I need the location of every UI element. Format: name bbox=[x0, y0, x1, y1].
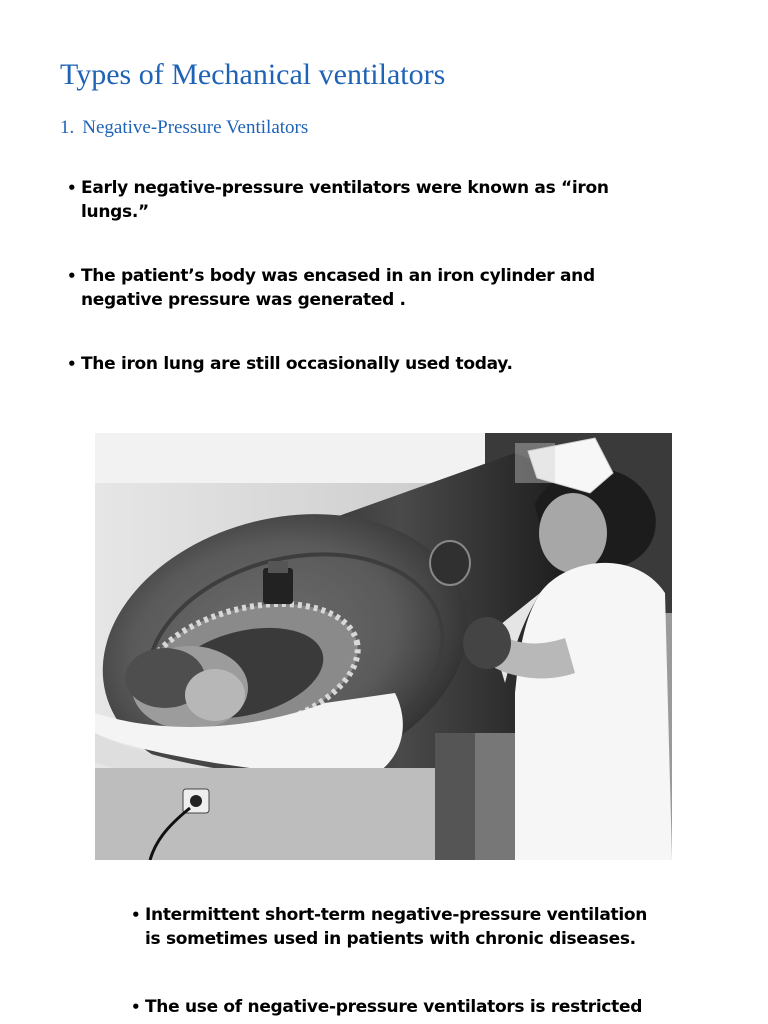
bullet-item: • Intermittent short-term negative-pressure ventilation is sometimes used in patients with chronic diseases. bbox=[131, 903, 651, 951]
section-heading bbox=[60, 117, 308, 139]
bullet-item: • The use of negative-pressure ventilators is restricted bbox=[131, 995, 651, 1019]
bullet-item: • The patient’s body was encased in an iron cylinder and negative pressure was generated . bbox=[67, 264, 627, 312]
page-title: Types of Mechanical ventilators bbox=[60, 58, 446, 91]
section-number: 1. bbox=[60, 117, 75, 138]
bullet-list-after-image bbox=[131, 903, 651, 1019]
photo-illustration bbox=[95, 433, 672, 860]
section-title: Negative-Pressure Ventilators bbox=[82, 117, 309, 138]
iron-lung-photo bbox=[95, 433, 672, 860]
bullet-item: • Early negative-pressure ventilators were known as “iron lungs.” bbox=[67, 176, 627, 224]
bullet-list bbox=[67, 176, 627, 376]
bullet-item: • The iron lung are still occasionally used today. bbox=[67, 352, 627, 376]
